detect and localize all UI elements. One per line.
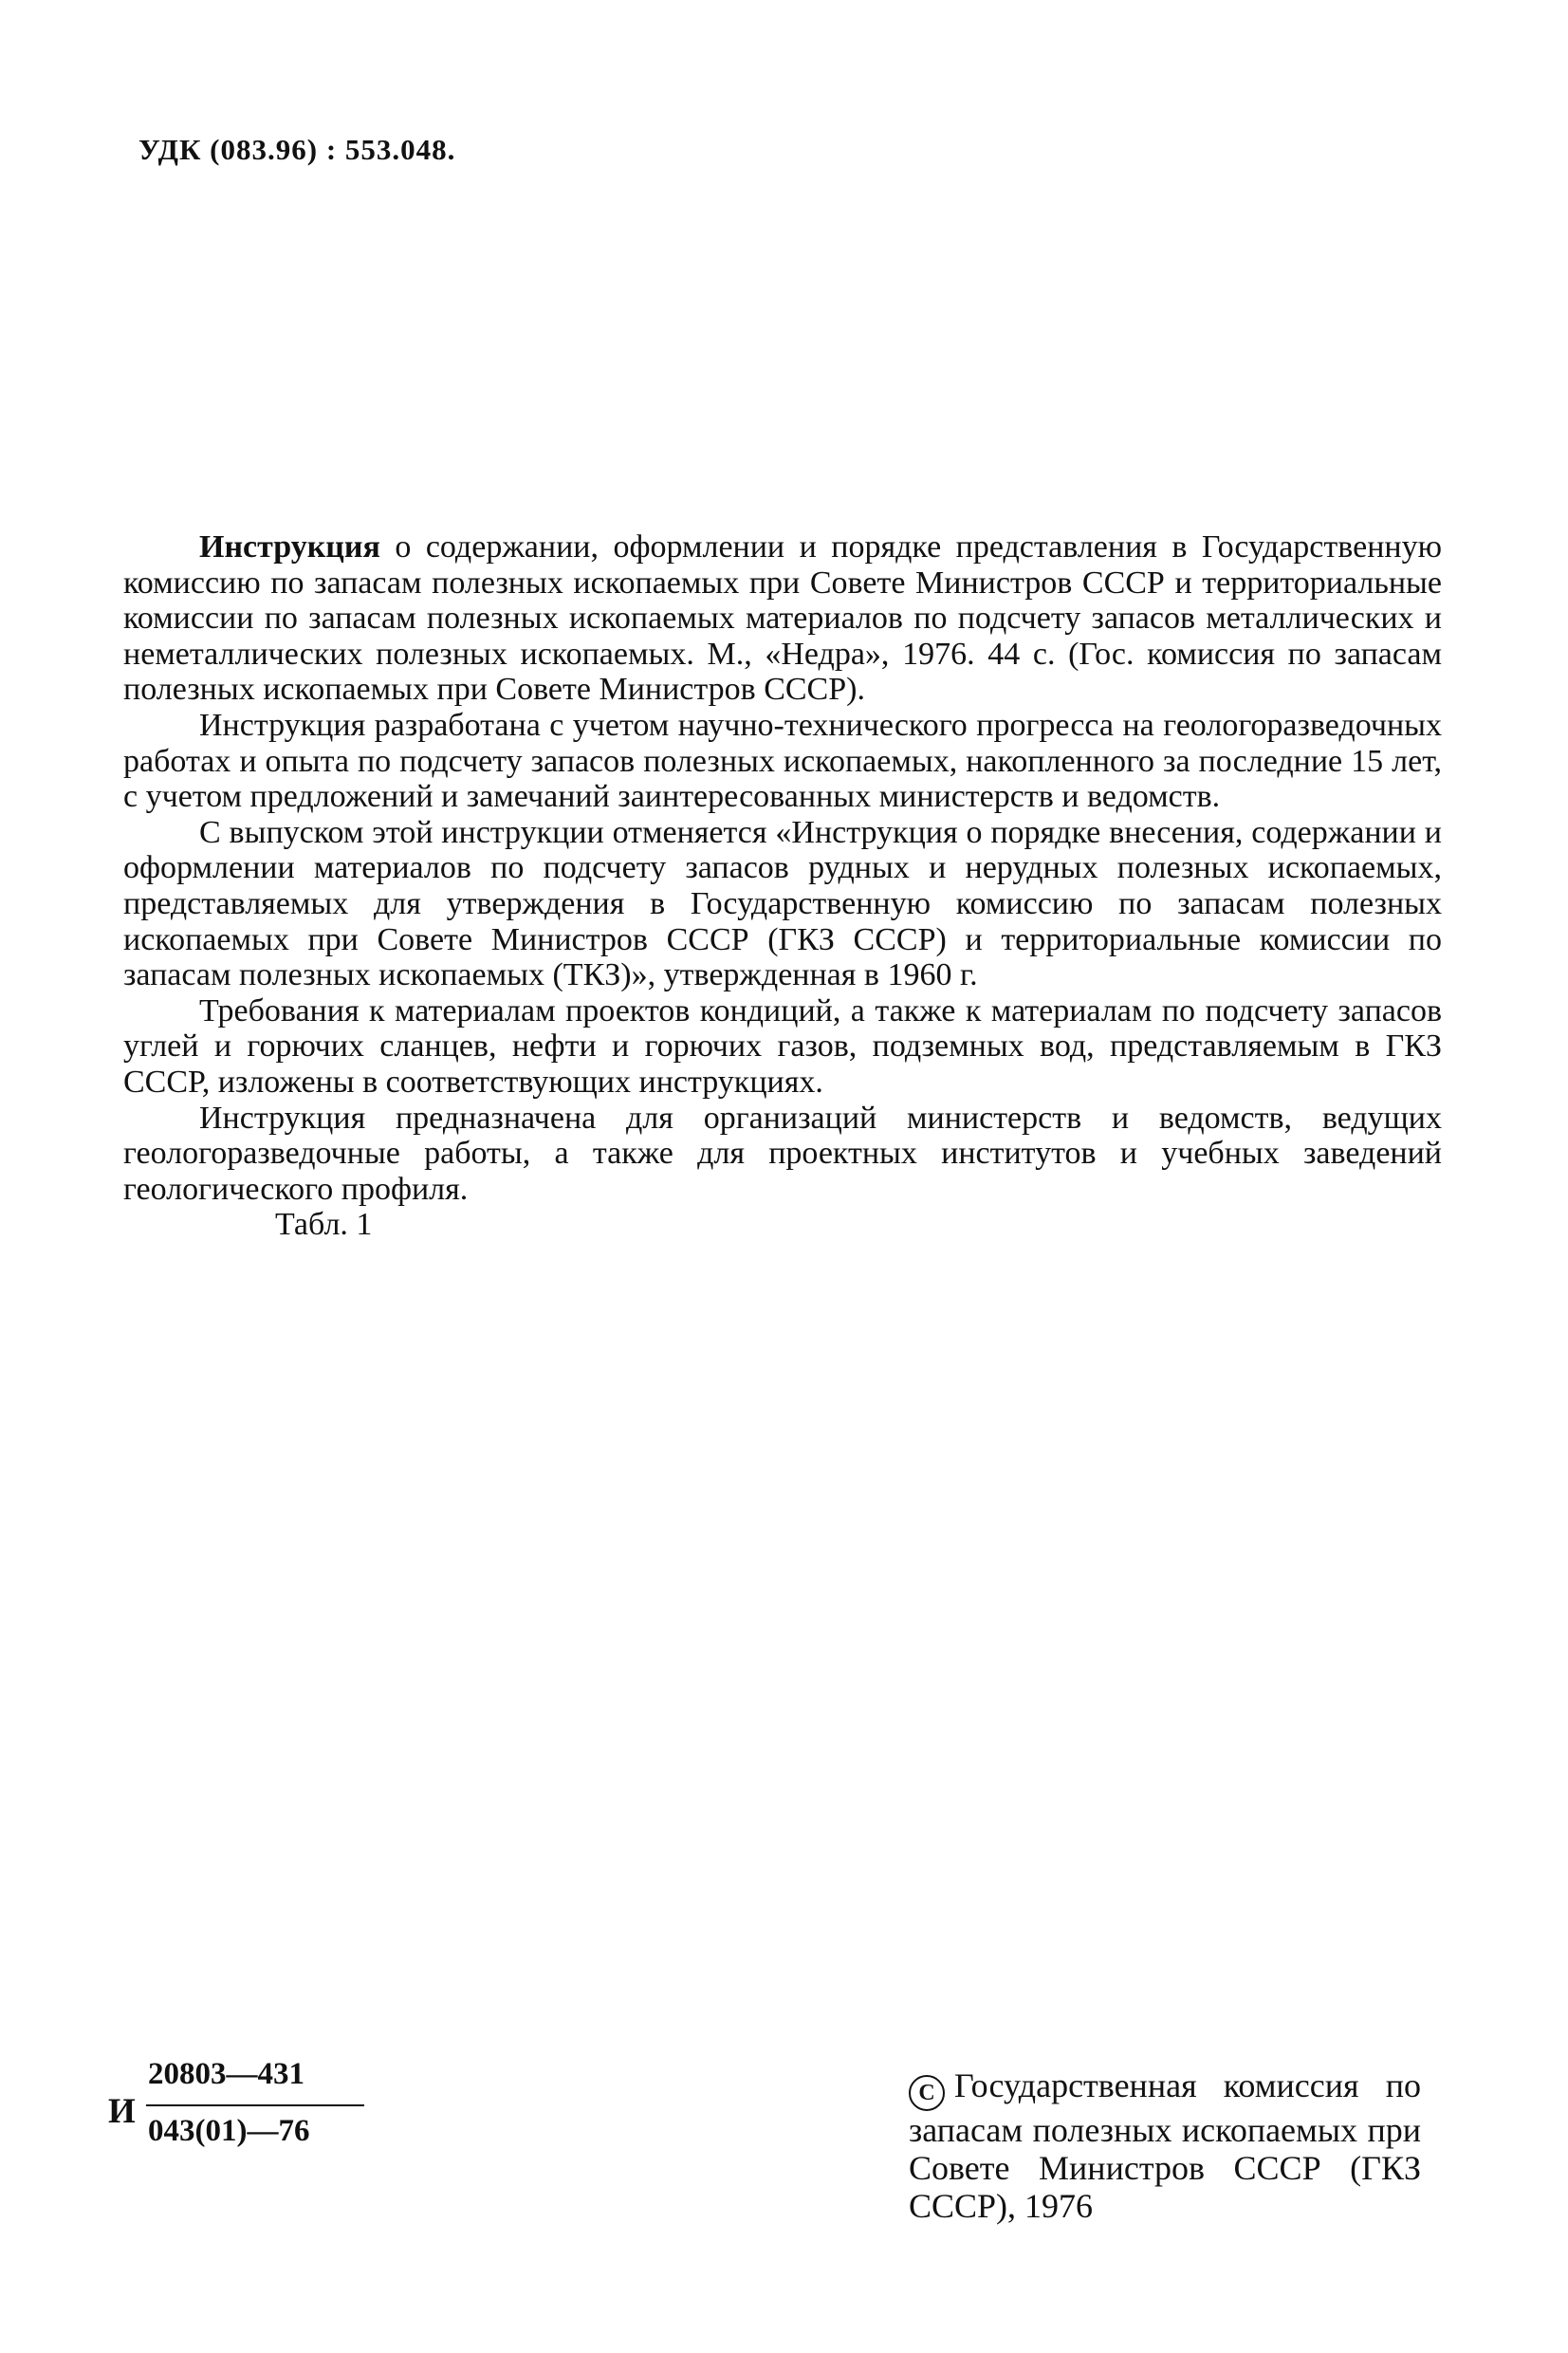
index-denominator: 043(01)—76 xyxy=(148,2114,310,2148)
udk-code: УДК (083.96) : 553.048. xyxy=(138,133,456,166)
copyright-icon: C xyxy=(909,2075,945,2111)
copyright-text: Государственная комиссия по запасам полезных ископаемых при Совете Министров СССР (ГКЗ СССР), 1976 xyxy=(909,2066,1421,2225)
abstract-paragraph: Инструкция предназначена для организаций министерств и ведомств, ведущих геологоразведочные работы, а также для проектных институтов и учебных заведений геологического профиля. xyxy=(123,1100,1442,1207)
index-fraction-line xyxy=(146,2104,364,2106)
abstract-paragraph: Инструкция разработана с учетом научно-технического прогресса на геологоразведочных работах и опыта по подсчету запасов полезных ископаемых, накопленного за последние 15 лет, с учетом предложений и замечаний заинтересованных министерств и ведомств. xyxy=(123,707,1442,815)
abstract xyxy=(123,529,1442,1243)
abstract-paragraph: С выпуском этой инструкции отменяется «Инструкция о порядке внесения, содержании и оформлении материалов по подсчету запасов рудных и нерудных полезных ископаемых, представляемых для утверждения в Государственную комиссию по запасам полезных ископаемых при Совете Министров СССР (ГКЗ СССР) и территориальные комиссии по запасам полезных ископаемых (ТКЗ)», утвержденная в 1960 г. xyxy=(123,814,1442,993)
index-letter: И xyxy=(108,2092,136,2131)
abstract-intro-text: о содержании, оформлении и порядке представления в Государственную комиссию по запасам полезных ископаемых при Совете Министров СССР и территориальные комиссии по запасам полезных ископаемых материалов по подсчету запасов металлических и неметаллических полезных ископаемых. М., «Недра», 1976. 44 с. (Гос. комиссия по запасам полезных ископаемых при Совете Министров СССР). xyxy=(123,529,1442,708)
abstract-lead-word: Инструкция xyxy=(199,529,380,565)
tables-count: Табл. 1 xyxy=(275,1207,373,1243)
publication-index xyxy=(108,2057,374,2171)
abstract-intro-paragraph xyxy=(123,529,1442,708)
index-numerator: 20803—431 xyxy=(148,2057,304,2091)
abstract-paragraph: Требования к материалам проектов кондиций, а также к материалам по подсчету запасов углей и горючих сланцев, нефти и горючих газов, подземных вод, представляемым в ГКЗ СССР, изложены в соответствующих инструкциях. xyxy=(123,992,1442,1100)
copyright-notice xyxy=(909,2066,1421,2225)
